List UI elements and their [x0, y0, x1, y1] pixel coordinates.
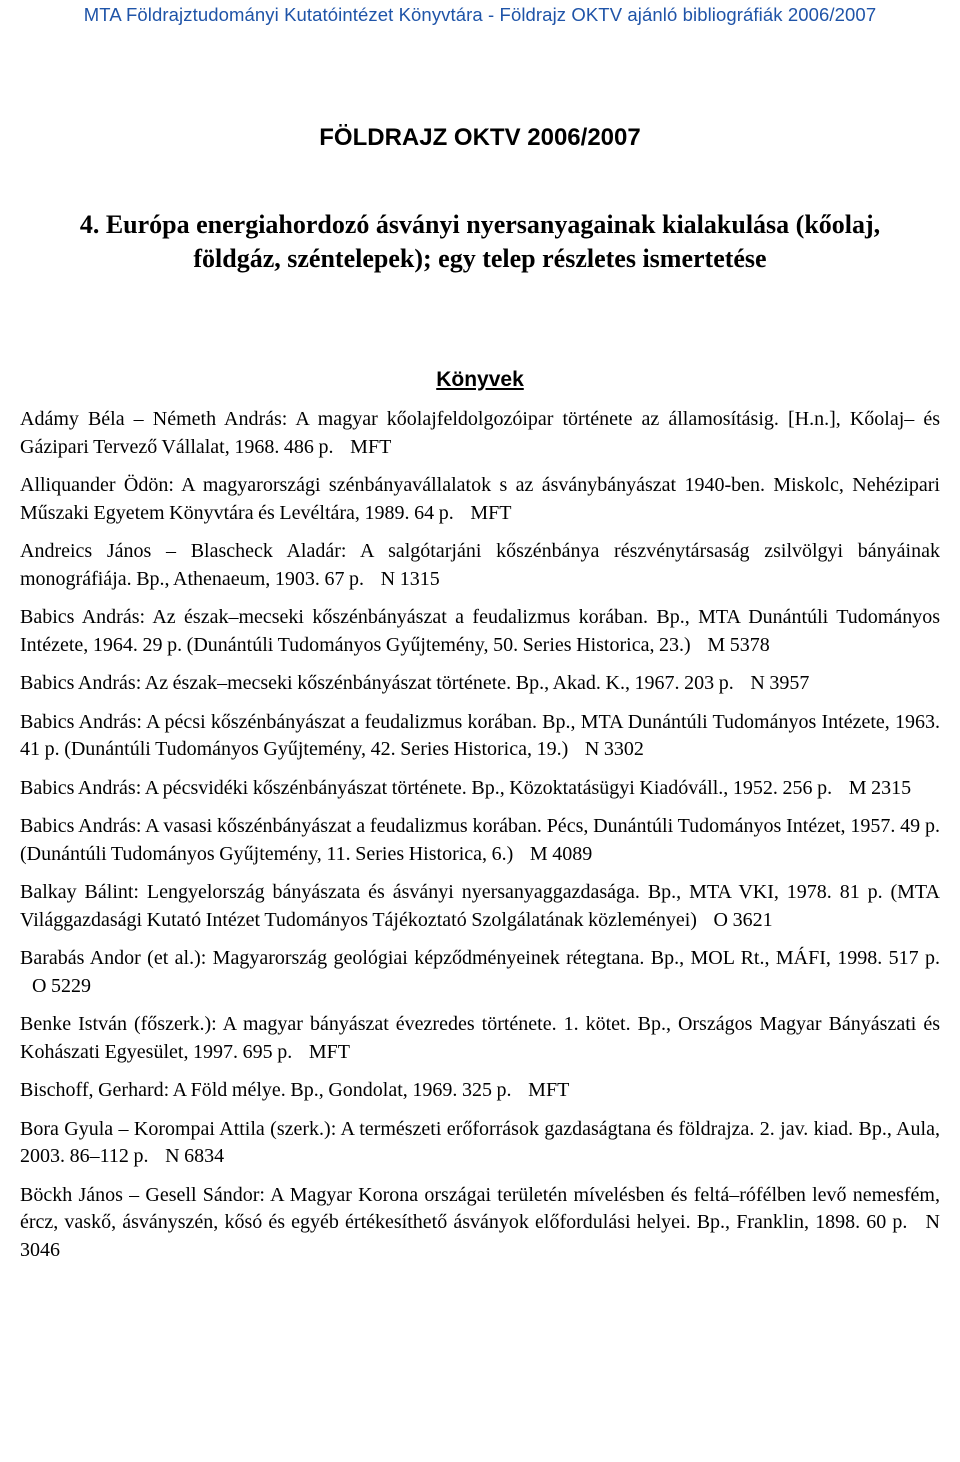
- entry-shelfmark: N 3046: [20, 1211, 940, 1261]
- page-header: MTA Földrajztudományi Kutatóintézet Könyvtára - Földrajz OKTV ajánló bibliográfiák 2006/2007: [83, 4, 877, 25]
- entry-shelfmark: O 3621: [713, 908, 773, 931]
- bibliography-entry: [20, 879, 940, 934]
- entry-citation: Bischoff, Gerhard: A Föld mélye. Bp., Gondolat, 1969. 325 p.: [20, 1079, 512, 1101]
- bibliography-entry: [20, 813, 940, 868]
- entry-shelfmark: MFT: [308, 1040, 350, 1063]
- bibliography-entry: [20, 945, 940, 1000]
- section-heading-line-1: 4. Európa energiahordozó ásványi nyersanyagainak kialakulása (kőolaj,: [79, 210, 881, 239]
- entry-shelfmark: M 4089: [529, 842, 593, 865]
- section-heading-line-2: földgáz, széntelepek); egy telep részletes ismertetése: [193, 244, 767, 273]
- bibliography-entry: [20, 670, 940, 698]
- bibliography-entry: [20, 1182, 940, 1265]
- entry-shelfmark: N 1315: [380, 567, 440, 590]
- entry-citation: Bora Gyula – Korompai Attila (szerk.): A természeti erőforrások gazdaságtana és földrajza. 2. jav. kiad. Bp., Aula, 2003. 86–112 p.: [20, 1117, 940, 1167]
- entry-shelfmark: M 2315: [848, 776, 912, 799]
- bibliography-list: [20, 406, 940, 1275]
- entry-citation: Babics András: A vasasi kőszénbányászat a feudalizmus korában. Pécs, Dunántúli Tudományos Intézet, 1957. 49 p. (Dunántúli Tudományos Gyűjtemény, 11. Series Historica, 6.): [20, 815, 940, 865]
- entry-citation: Benke István (főszerk.): A magyar bányászat évezredes története. 1. kötet. Bp., Országos Magyar Bányászati és Kohászati Egyesület, 1997. 695 p.: [20, 1013, 940, 1063]
- entry-shelfmark: MFT: [350, 435, 392, 458]
- entry-citation: Babics András: A pécsvidéki kőszénbányászat története. Bp., Közoktatásügyi Kiadóváll., 1952. 256 p.: [20, 776, 833, 799]
- entry-citation: Babics András: A pécsi kőszénbányászat a feudalizmus korában. Bp., MTA Dunántúli Tudományos Intézete, 1963. 41 p. (Dunántúli Tudományos Gyűjtemény, 42. Series Historica, 19.): [20, 710, 940, 760]
- bibliography-entry: [20, 472, 940, 527]
- bibliography-entry: [20, 1011, 940, 1066]
- bibliography-entry: [20, 1116, 940, 1171]
- entry-citation: Alliquander Ödön: A magyarországi szénbányavállalatok s az ásványbányászat 1940-ben. Miskolc, Nehézipari Műszaki Egyetem Könyvtára és Levéltára, 1989. 64 p.: [20, 474, 940, 524]
- section-heading: [20, 208, 940, 276]
- entry-citation: Andreics János – Blascheck Aladár: A salgótarjáni kőszénbánya részvénytársaság zsilvölgyi bányáinak monográfiája. Bp., Athenaeum, 1903. 67 p.: [20, 540, 940, 590]
- entry-citation: Böckh János – Gesell Sándor: A Magyar Korona országai területén mívelésben és feltá–rófélben levő nemesfém, ércz, vaskő, ásványszén, kősó és egyéb értékesíthető ásványok előfordulási helyei. Bp., Franklin, 1898. 60 p.: [20, 1183, 940, 1233]
- bibliography-entry: [20, 775, 940, 803]
- entry-citation: Barabás Andor (et al.): Magyarország geológiai képződményeinek rétegtana. Bp., MOL Rt., MÁFI, 1998. 517 p.: [20, 947, 940, 969]
- bibliography-entry: [20, 709, 940, 764]
- entry-shelfmark: MFT: [470, 501, 512, 524]
- bibliography-entry: [20, 406, 940, 461]
- bibliography-entry: [20, 538, 940, 593]
- entry-shelfmark: N 3957: [750, 672, 810, 694]
- entry-shelfmark: N 6834: [165, 1145, 225, 1167]
- bibliography-entry: [20, 604, 940, 659]
- entry-citation: Adámy Béla – Németh András: A magyar kőolajfeldolgozóipar története az államosításig. [H.n.], Kőolaj– és Gázipari Tervező Vállalat, 1968. 486 p.: [20, 408, 940, 458]
- entry-shelfmark: M 5378: [707, 633, 770, 656]
- entry-shelfmark: N 3302: [584, 738, 644, 760]
- entry-citation: Balkay Bálint: Lengyelország bányászata és ásványi nyersanyaggazdasága. Bp., MTA VKI, 1978. 81 p. (MTA Világgazdasági Kutató Intézet Tudományos Tájékoztató Szolgálatának közleményei): [20, 881, 940, 931]
- entry-shelfmark: O 5229: [32, 974, 92, 997]
- entry-shelfmark: MFT: [528, 1079, 570, 1101]
- bibliography-entry: [20, 1077, 940, 1105]
- entry-citation: Babics András: Az észak–mecseki kőszénbányászat története. Bp., Akad. K., 1967. 203 p.: [20, 672, 734, 694]
- subsection-heading-books: Könyvek: [436, 368, 524, 391]
- document-title: FÖLDRAJZ OKTV 2006/2007: [319, 124, 641, 151]
- entry-citation: Babics András: Az észak–mecseki kőszénbányászat a feudalizmus korában. Bp., MTA Dunántúli Tudományos Intézete, 1964. 29 p. (Dunántúli Tudományos Gyűjtemény, 50. Series Historica, 23.): [20, 606, 940, 656]
